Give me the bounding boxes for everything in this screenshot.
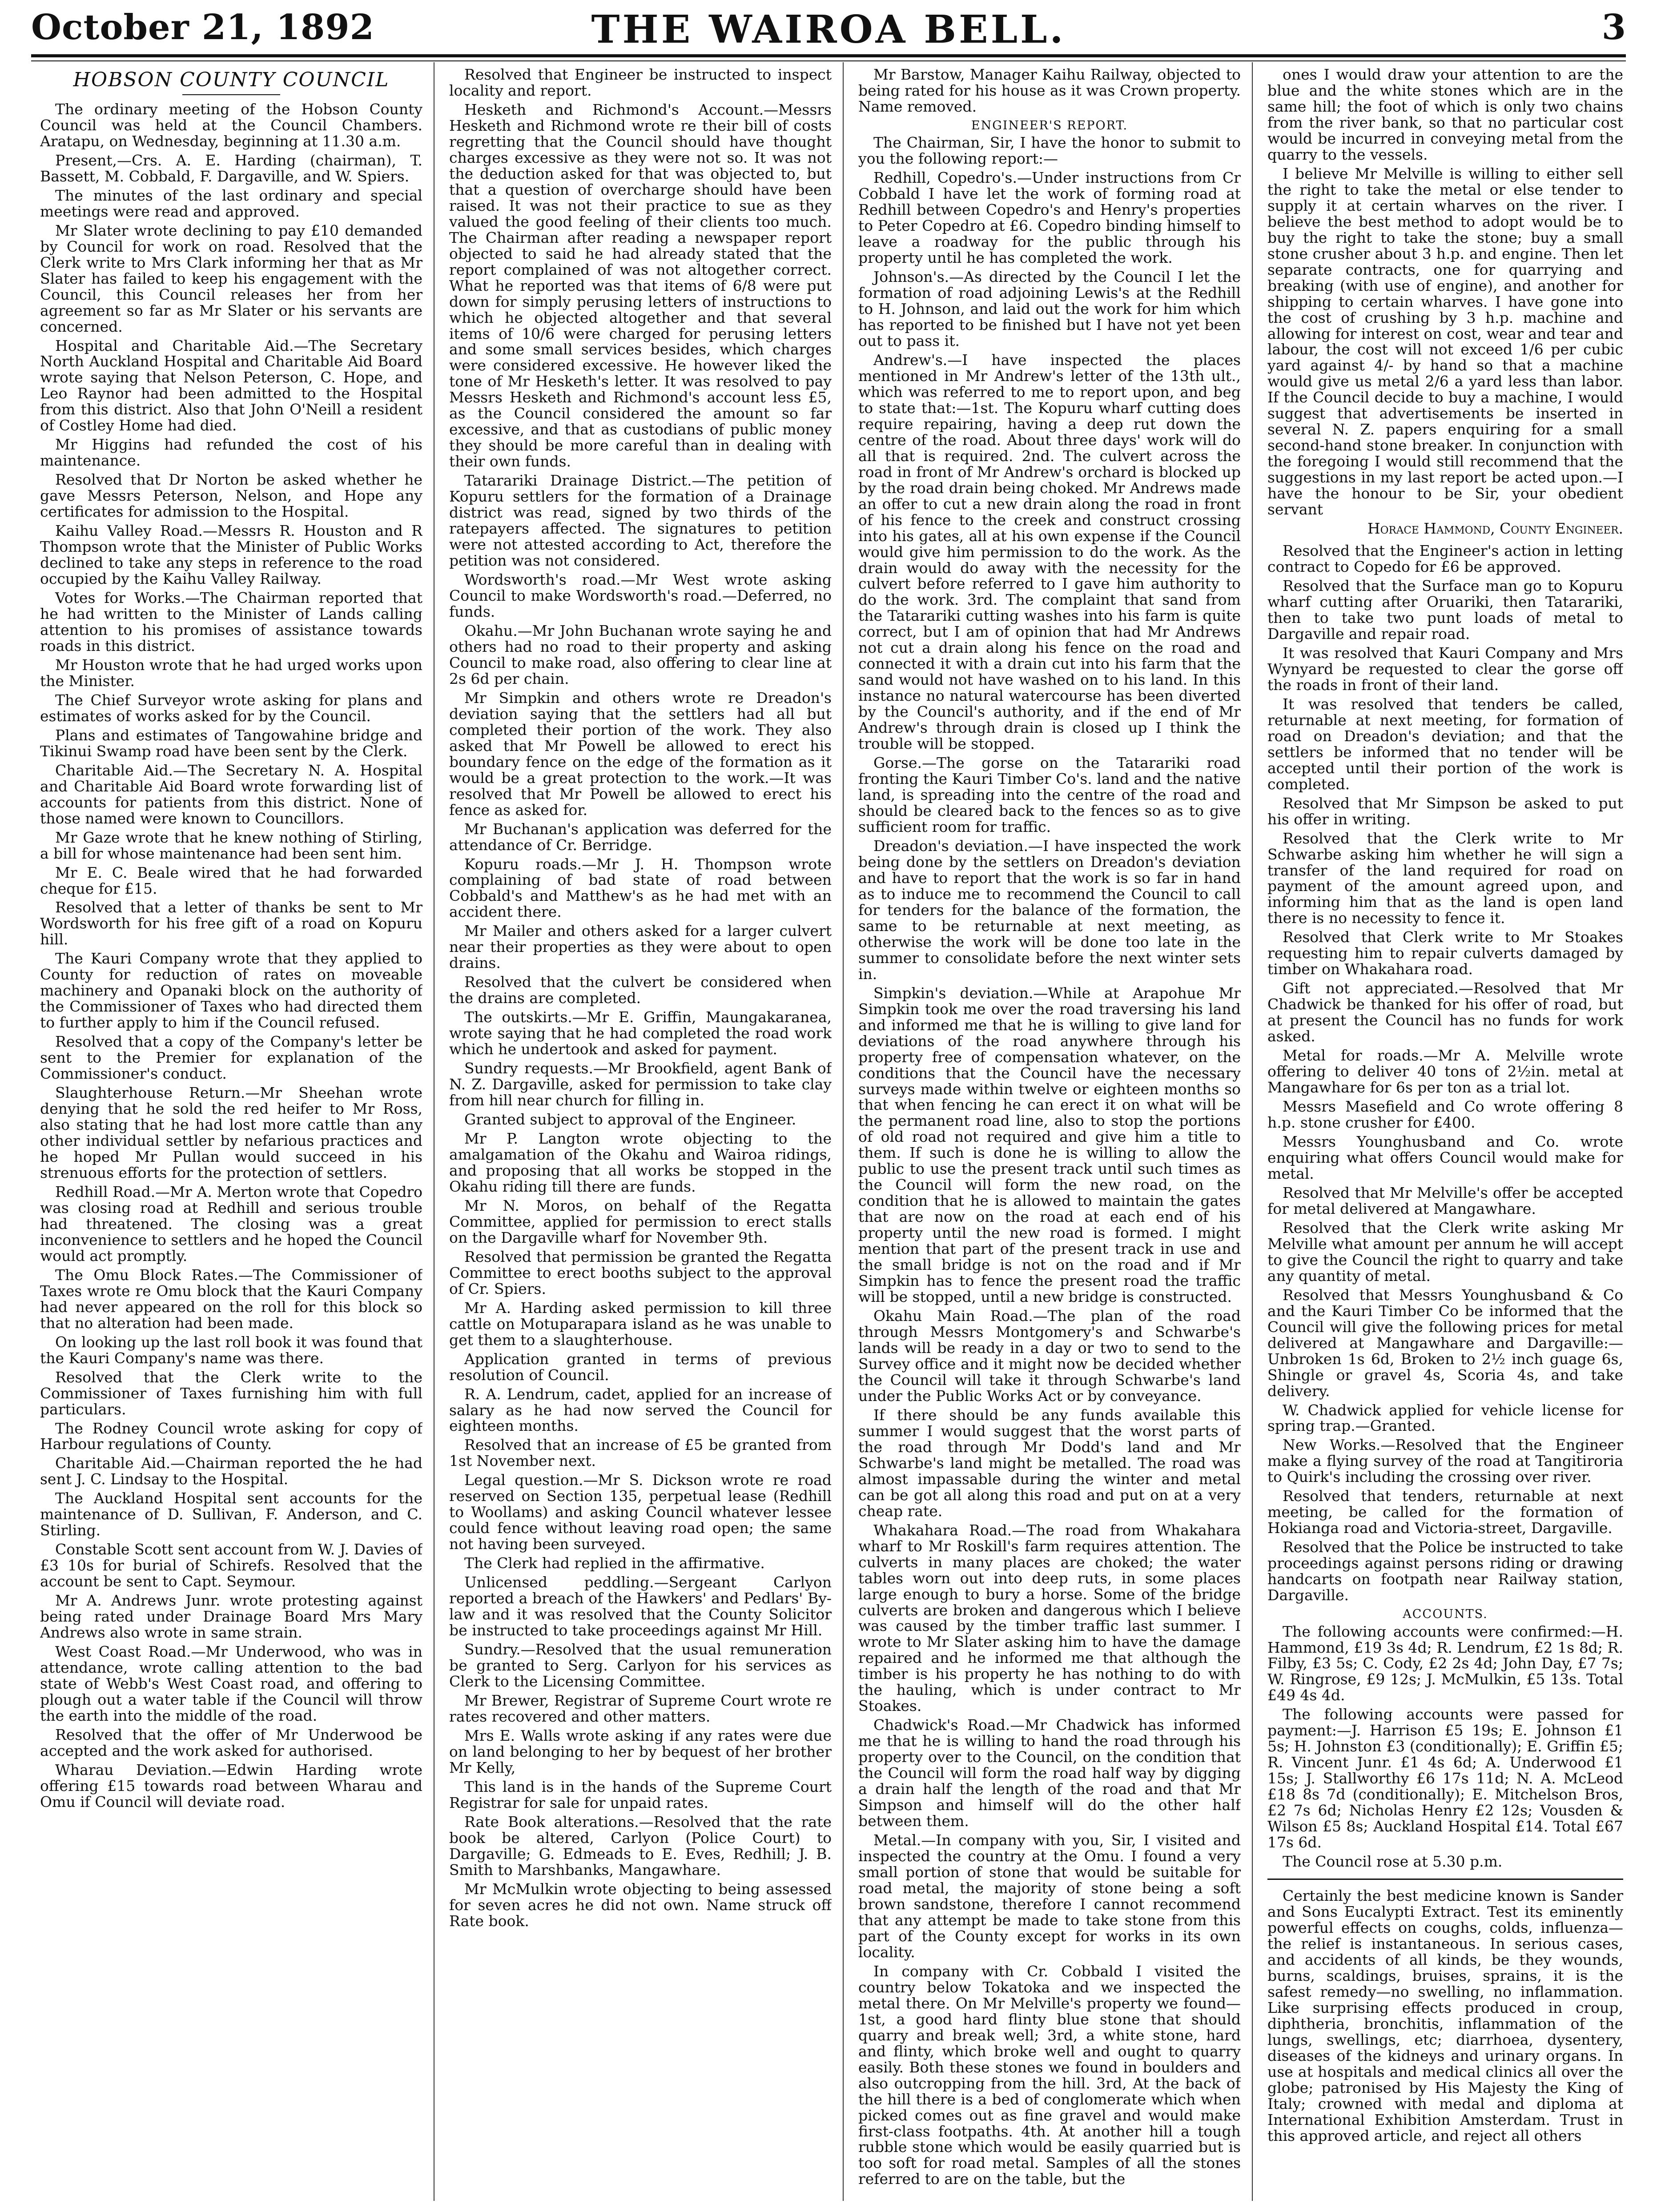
paragraph: Wordsworth's road.—Mr West wrote asking Council to make Wordsworth's road.—Deferred, no funds. [449,571,832,620]
section-separator [1267,1879,1623,1880]
paragraph: Mr E. C. Beale wired that he had forwarded cheque for £15. [40,863,422,897]
column-4 [1267,67,1623,2196]
paragraph: Simpkin's deviation.—While at Arapohue Mr Simpkin took me over the road traversing his land and informed me that he is willing to give land for deviations of the road anywhere through his property free of compensation whatever, on the conditions that the Council have the necessary surveys made within twelve or eighteen months so that when fencing he can erect it on what will be the permanent road line, also to stop the portions of old road not required and give him a title to them. If such is done he is willing to allow the public to use the present track until such times as the Council will form the new road, on the condition that he is allowed to maintain the gates that are now on the road at each end of his property until the new road is formed. I might mention that part of the present track in use and the small bridge is not on the road and if Mr Simpkin has to fence the present road the traffic will be stopped, until a new bridge is constructed. [858,984,1241,1306]
paragraph: Mr Buchanan's application was deferred for the attendance of Cr. Berridge. [449,820,832,854]
paragraph: The ordinary meeting of the Hobson County Council was held at the Council Chambers. Aratapu, on Wednesday, beginning at 11.30 a.m. [40,100,422,150]
paragraph: Messrs Younghusband and Co. wrote enquiring what offers Council would make for metal. [1267,1133,1623,1182]
paragraph: Resolved that tenders, returnable at next meeting, be called for the formation of Hokianga road and Victoria-street, Dargaville. [1267,1487,1623,1537]
paragraph: Metal.—In company with you, Sir, I visited and inspected the country at the Omu. I found a very small portion of stone that would be suitable for road metal, the majority of stone being a soft brown sandstone, therefore I cannot recommend that any attempt be made to take stone from this part of the County except for works in its own locality. [858,1831,1241,1961]
paragraph: Granted subject to approval of the Engineer. [464,1111,796,1128]
paragraph: Hospital and Charitable Aid.—The Secretary North Auckland Hospital and Charitable Aid Board wrote saying that Nelson Peterson, C. Hope, and Leo Raynor had been admitted to the Hospital from this district. Also that John O'Neill a resident of Costley Home had died. [40,337,422,434]
column-2-paragraphs [449,67,832,1929]
paragraph: Redhill, Copedro's.—Under instructions from Cr Cobbald I have let the work of forming road at Redhill between Copedro's and Henry's properties to Peter Copedro at £6. Copedro binding himself to leave a roadway for the public through his property until he has completed the work. [858,169,1241,267]
paragraph: Resolved that Mr Simpson be asked to put his offer in writing. [1267,794,1623,828]
paragraph: Resolved that a copy of the Company's letter be sent to the Premier for explanation of the Commissioner's conduct. [40,1033,422,1083]
engineer-signature: Horace Hammond, County Engineer. [1367,520,1623,538]
paragraph: Resolved that the Surface man go to Kopuru wharf cutting after Oruariki, then Tatarariki, then to take two punt loads of metal to Dargaville and repair road. [1267,577,1623,642]
accounts-heading: ACCOUNTS. [1403,1607,1488,1622]
paragraph: Rate Book alterations.—Resolved that the rate book be altered, Carlyon (Police Court) to Dargaville; G. Edmeads to E. Eves, Redhill; J. B. Smith to Marshbanks, Mangawhare. [449,1813,832,1879]
paragraph: Sundry requests.—Mr Brookfield, agent Bank of N. Z. Dargaville, asked for permission to take clay from hill near church for filling in. [449,1060,832,1109]
paragraph: The Clerk had replied in the affirmative. [464,1554,765,1572]
paragraph: Mr A. Andrews Junr. wrote protesting against being rated under Drainage Board Mrs Mary Andrews also wrote in same strain. [40,1592,422,1642]
paragraph: Resolved that an increase of £5 be granted from 1st November next. [449,1436,832,1470]
headline-rule [182,94,280,95]
paragraph: Votes for Works.—The Chairman reported that he had written to the Minister of Lands calling attention to his promises of assistance towards roads in this district. [40,589,422,654]
paragraph: Present,—Crs. A. E. Harding (chairman), T. Bassett, M. Cobbald, F. Dargaville, and W. Spiers. [40,151,422,185]
paragraph: Dreadon's deviation.—I have inspected the work being done by the settlers on Dreadon's deviation and have to report that the work is so far in hand as to induce me to recommend the Council to call for tenders for the balance of the formation, the same to be returnable at next meeting, as otherwise the work will be done too late in the summer to consolidate before the next winter sets in. [858,837,1241,983]
paragraph: Resolved that the Police be instructed to take proceedings against persons riding or drawing handcarts on footpath near Railway station, Dargaville. [1267,1538,1623,1604]
paragraph: The Chief Surveyor wrote asking for plans and estimates of works asked for by the Council. [40,691,422,725]
column-1-paragraphs [40,101,422,1810]
paragraph: Slaughterhouse Return.—Mr Sheehan wrote denying that he sold the red heifer to Mr Ross, also stating that he had lost more cattle than any other individual settler by nefarious practices and he hoped Mr Pullan would succeed in his strenuous efforts for the protection of settlers. [40,1084,422,1181]
paragraph: R. A. Lendrum, cadet, applied for an increase of salary as he had now served the Council for eighteen months. [449,1385,832,1435]
paragraph: Resolved that Dr Norton be asked whether he gave Messrs Peterson, Nelson, and Hope any certificates for admission to the Hospital. [40,471,422,521]
paragraph: Charitable Aid.—Chairman reported the he had sent J. C. Lindsay to the Hospital. [40,1454,422,1488]
paragraph: The Chairman, Sir, I have the honor to submit to you the following report:— [858,134,1241,168]
paragraph: It was resolved that tenders be called, returnable at next meeting, for formation of road on Dreadon's deviation; and that the settlers be informed that no tender will be accepted until their portion of the work is completed. [1267,695,1623,793]
paragraph: W. Chadwick applied for vehicle license for spring trap.—Granted. [1267,1401,1623,1435]
paragraph: Sundry.—Resolved that the usual remuneration be granted to Serg. Carlyon for his services as Clerk to the Licensing Committee. [449,1641,832,1690]
paragraph: Mr Gaze wrote that he knew nothing of Stirling, a bill for whose maintenance had been sent him. [40,828,422,862]
paragraph: Whakahara Road.—The road from Whakahara wharf to Mr Roskill's farm requires attention. The culverts in many places are choked; the water tables worn out into deep ruts, in some places large enough to bury a horse. Some of the bridge culverts are broken and dangerous which I believe was caused by the timber traffic last summer. I wrote to Mr Slater asking him to have the damage repaired and he informed me that although the timber is his property he has nothing to do with the hauling, which is under contract to Mr Stoakes. [858,1521,1241,1715]
paragraph: I believe Mr Melville is willing to either sell the right to take the metal or else tender to supply it at certain wharves on the river. I believe the best method to adopt would be to buy the right to take the stone; buy a small stone crusher about 3 h.p. and engine. Then let separate contracts, one for quarrying and breaking (with use of engine), and another for shipping to certain wharves. I have gone into the cost of crushing by 3 h.p. machine and allowing for interest on cost, wear and tear and labour, the cost will not exceed 1/6 per cubic yard against 4/- by hand so that a machine would give us metal 2/6 a yard less than labor. If the Council decide to buy a machine, I would suggest that advertisements be inserted in several N. Z. papers enquiring for a small second-hand stone breaker. In conjunction with the foregoing I would still recommend that the suggestions in my last report be acted upon.—I have the honour to be Sir, your obedient servant [1267,165,1623,518]
engineers-report-heading: ENGINEER'S REPORT. [971,118,1128,132]
paragraph: Resolved that Engineer be instructed to inspect locality and report. [449,67,832,99]
paragraph: Mr Slater wrote declining to pay £10 demanded by Council for work on road. Resolved that the Clerk write to Mrs Clark informing her that as Mr Slater has failed to keep his engagement with the Council, this Council releases her from her agreement so far as Mr Slater or his servants are concerned. [40,221,422,335]
paragraph: Mr Simpkin and others wrote re Dreadon's deviation saying that the settlers had all but completed their portion of the work. They also asked that Mr Powell be allowed to erect his boundary fence on the edge of the formation as it would be a great protection to the work.—It was resolved that Mr Powell be allowed to erect his fence as asked for. [449,689,832,819]
paragraph: Plans and estimates of Tangowahine bridge and Tikinui Swamp road have been sent by the Clerk. [40,726,422,760]
paragraph: Resolved that the Clerk write to the Commissioner of Taxes furnishing him with full particulars. [40,1368,422,1418]
paragraph: Resolved that Mr Melville's offer be accepted for metal delivered at Mangawhare. [1267,1184,1623,1217]
paragraph: The Kauri Company wrote that they applied to County for reduction of rates on moveable machinery and Opanaki block on the authority of the Commissioner of Taxes who had directed them to further apply to him if the Council refused. [40,950,422,1032]
paragraph: Kopuru roads.—Mr J. H. Thompson wrote complaining of bad state of road between Cobbald's and Matthew's as he had met with an accident there. [449,855,832,921]
paragraph: Mrs E. Walls wrote asking if any rates were due on land belonging to her by bequest of her brother Mr Kelly, [449,1726,832,1776]
column-3-paragraphs [858,135,1241,2187]
paragraph: Resolved that Clerk write to Mr Stoakes requesting him to repair culverts damaged by timber on Whakahara road. [1267,928,1623,978]
paragraph: The Auckland Hospital sent accounts for the maintenance of D. Sullivan, F. Anderson, and C. Stirling. [40,1489,422,1539]
paragraph: The Omu Block Rates.—The Commissioner of Taxes wrote re Omu block that the Kauri Company had never appeared on the roll for this block so that no alteration had been made. [40,1266,422,1332]
column-3 [858,67,1241,2196]
paragraph: Mr McMulkin wrote objecting to being assessed for seven acres he did not own. Name struck off Rate book. [449,1880,832,1930]
paragraph: Charitable Aid.—The Secretary N. A. Hospital and Charitable Aid Board wrote forwarding list of accounts for patients from this district. None of those named were known to Councillors. [40,761,422,827]
resolutions-list [1267,543,1623,1603]
accounts-list [1267,1624,1623,1870]
issue-date: October 21, 1892 [31,7,374,48]
paragraph: Mr N. Moros, on behalf of the Regatta Committee, applied for permission to erect stalls on the Dargaville wharf for November 9th. [449,1196,832,1246]
paragraph: Application granted in terms of previous resolution of Council. [449,1350,832,1384]
page-number: 3 [1601,7,1626,48]
paragraph: This land is in the hands of the Supreme Court Registrar for sale for unpaid rates. [449,1778,832,1811]
paragraph: Gift not appreciated.—Resolved that Mr Chadwick be thanked for his offer of road, but at present the Council has no funds for work asked. [1267,980,1623,1045]
paragraph: Resolved that the Engineer's action in letting contract to Copedo for £6 be approved. [1267,542,1623,576]
paragraph: Legal question.—Mr S. Dickson wrote re road reserved on Section 135, perpetual lease (Redhill to Woollams) and asking Council whatever lessee could fence without leaving road open; the same not having been surveyed. [449,1471,832,1553]
paragraph: Unlicensed peddling.—Sergeant Carlyon reported a breach of the Hawkers' and Pedlars' By-law and it was resolved that the County Solicitor be instructed to take proceedings against Mr Hill. [449,1574,832,1639]
paragraph: Tatarariki Drainage District.—The petition of Kopuru settlers for the formation of a Drainage district was read, signed by two thirds of the ratepayers affected. The signatures to petition were not attested according to Act, therefore the petition was not considered. [449,472,832,570]
column-2 [449,67,832,2196]
paragraph: The Council rose at 5.30 p.m. [1283,1853,1503,1871]
masthead [31,7,1626,60]
paragraph: Resolved that a letter of thanks be sent to Mr Wordsworth for his free gift of a road on Kopuru hill. [40,899,422,948]
paragraph: The outskirts.—Mr E. Griffin, Maungakaranea, wrote saying that he had completed the road work which he undertook and asked for payment. [449,1008,832,1058]
paragraph: Mr Mailer and others asked for a larger culvert near their properties as they were about to open drains. [449,922,832,972]
paragraph: Mr A. Harding asked permission to kill three cattle on Motuparapara island as he was unable to get them to a slaughterhouse. [449,1299,832,1349]
paragraph: Andrew's.—I have inspected the places mentioned in Mr Andrew's letter of the 13th ult., which was referred to me to report upon, and beg to state that:—1st. The Kopuru wharf cutting does require repairing, having a deep rut down the centre of the road. About three days' work will do all that is required. 2nd. The culvert across the road in front of Mr Andrew's orchard is blocked up by the road drain being choked. Mr Andrews made an offer to cut a new drain along the road in front of his fence to the creek and construct crossing into his gates, all at his own expense if the Council would give him permission to do the work. As the drain would do away with the necessity for the culvert before referred to I gave him authority to do the work. 3rd. The complaint that sand from the Tatarariki cutting washes into his farm is quite correct, but I am of opinion that had Mr Andrews not cut a drain along his fence on the road and connected it with a drain cut into his farm that the sand would not have washed on to his land. In this instance no natural watercourse has been diverted by the Council's authority, and if the end of Mr Andrew's through drain is closed up I think the trouble will be stopped. [858,351,1241,753]
paragraph: The following accounts were confirmed:—H. Hammond, £19 3s 4d; R. Lendrum, £2 1s 8d; R. Filby, £3 5s; C. Cody, £2 2s 4d; John Day, £7 7s; W. Ringrose, £9 12s; J. McMulkin, £5 13s. Total £49 4s 4d. [1267,1622,1623,1704]
paragraph: Resolved that the offer of Mr Underwood be accepted and the work asked for authorised. [40,1726,422,1759]
paragraph: Mr Houston wrote that he had urged works upon the Minister. [40,656,422,690]
paragraph: Mr Brewer, Registrar of Supreme Court wrote re rates recovered and other matters. [449,1691,832,1725]
paragraph: Chadwick's Road.—Mr Chadwick has informed me that he is willing to hand the road through his property over to the Council, on the condition that the Council will form the road half way by digging a drain half the length of the road and that Mr Simpson and himself will do the other half between them. [858,1716,1241,1830]
column-divider [1252,62,1253,2201]
paragraph: Redhill Road.—Mr A. Merton wrote that Copedro was closing road at Redhill and serious trouble had threatened. The closing was a great inconvenience to settlers and he hoped the Council would act promptly. [40,1183,422,1265]
paragraph: Wharau Deviation.—Edwin Harding wrote offering £15 towards road between Wharau and Omu if Council will deviate road. [40,1761,422,1811]
eucalypti-advertisement: Certainly the best medicine known is Sander and Sons Eucalypti Extract. Test its eminently powerful effects on coughs, colds, influenza—the relief is instantaneous. In serious cases, and accidents of all kinds, be they wounds, burns, scaldings, bruises, sprains, it is the safest remedy—no swelling, no inflammation. Like surprising effects produced in croup, diphtheria, bronchitis, inflammation of the lungs, swellings, etc; diarrhoea, dysentery, diseases of the kidneys and urinary organs. In use at hospitals and medical clinics all over the globe; patronised by His Majesty the King of Italy; crowned with medal and diploma at International Exhibition Amsterdam. Trust in this approved article, and reject all others [1267,1887,1623,2144]
paragraph: It was resolved that Kauri Company and Mrs Wynyard be requested to clear the gorse off the roads in front of their land. [1267,644,1623,694]
paragraph: Constable Scott sent account from W. J. Davies of £3 10s for burial of Schirefs. Resolved that the account be sent to Capt. Seymour. [40,1541,422,1590]
paragraph: Resolved that the Clerk write asking Mr Melville what amount per annum he will accept to give the Council the right to quarry and take any quantity of metal. [1267,1219,1623,1285]
paragraph: Resolved that Messrs Younghusband & Co and the Kauri Timber Co be informed that the Council will give the following prices for metal delivered at Mangawhare and Dargaville:—Unbroken 1s 6d, Broken to 2½ inch guage 6s, Shingle or gravel 4s, Scoria 4s, and take delivery. [1267,1286,1623,1400]
paragraph: New Works.—Resolved that the Engineer make a flying survey of the road at Tangitiroria to Quirk's including the crossing over river. [1267,1436,1623,1486]
column-divider [843,62,844,2201]
paragraph: Resolved that the Clerk write to Mr Schwarbe asking him whether he will sign a transfer of the land required for road on payment of the amount agreed upon, and informing him that as the land is open land there is no necessity to fence it. [1267,829,1623,927]
paragraph: West Coast Road.—Mr Underwood, who was in attendance, wrote calling attention to the bad state of Webb's West Coast road, and offering to plough out a water table if the Council will throw the earth into the middle of the road. [40,1643,422,1724]
masthead-rule [31,54,1626,57]
paragraph: Mr Higgins had refunded the cost of his maintenance. [40,436,422,470]
paragraph: The minutes of the last ordinary and special meetings were read and approved. [40,186,422,220]
paragraph: Mr P. Langton wrote objecting to the amalgamation of the Okahu and Wairoa ridings, and proposing that all works be stopped in the Okahu riding till there are funds. [449,1130,832,1195]
paragraph: Resolved that the culvert be considered when the drains are completed. [449,973,832,1007]
paragraph: Metal for roads.—Mr A. Melville wrote offering to deliver 40 tons of 2½in. metal at Mangawhare for 6s per ton as a trial lot. [1267,1047,1623,1096]
paragraph: Okahu Main Road.—The plan of the road through Messrs Montgomery's and Schwarbe's lands will be ready in a day or two to send to the Survey office and it might now be decided whether the Council will take it through Schwarbe's land under the Public Works Act or by conveyance. [858,1307,1241,1405]
paragraph: On looking up the last roll book it was found that the Kauri Company's name was there. [40,1333,422,1367]
paragraph: ones I would draw your attention to are the blue and the white stones which are in the same hill; the foot of which is only two chains from the river bank, so that no particular cost would be incurred in conveying metal from the quarry to the vessels. [1267,67,1623,163]
paragraph: Johnson's.—As directed by the Council I let the formation of road adjoining Lewis's at the Redhill to H. Johnson, and laid out the work for him which has reported to be finished but I have not yet been out to pass it. [858,268,1241,349]
column-1 [40,67,422,2196]
article-headline: HOBSON COUNTY COUNCIL [73,68,390,91]
paragraph: Messrs Masefield and Co wrote offering 8 h.p. stone crusher for £400. [1267,1098,1623,1132]
paragraph: The Rodney Council wrote asking for copy of Harbour regulations of County. [40,1419,422,1453]
paragraph: Kaihu Valley Road.—Messrs R. Houston and R Thompson wrote that the Minister of Public Works declined to take any steps in reference to the road occupied by the Kaihu Valley Railway. [40,522,422,588]
paragraph: If there should be any funds available this summer I would suggest that the worst parts of the road through Mr Dodd's land and Mr Schwarbe's land might be metalled. The road was almost impassable during the winter and metal can be got all along this road and put on at a very cheap rate. [858,1406,1241,1520]
paragraph: Mr Barstow, Manager Kaihu Railway, objected to being rated for his house as it was Crown property. Name removed. [858,67,1241,115]
paragraph: Gorse.—The gorse on the Tatarariki road fronting the Kauri Timber Co's. land and the native land, is spreading into the centre of the road and should be cleared back to the fences so as to give sufficient room for traffic. [858,754,1241,836]
paragraph: Resolved that permission be granted the Regatta Committee to erect booths subject to the approval of Cr. Spiers. [449,1248,832,1297]
paragraph: Hesketh and Richmond's Account.—Messrs Hesketh and Richmond wrote re their bill of costs regretting that the Council should have thought charges excessive as they were not so. It was not the deduction asked for that was objected to, but that a question of overcharge should have been raised. It was not their practice to sue as they valued the good feeling of their clients too much. The Chairman after reading a newspaper report objected to said he had already stated that the report complained of was not altogether correct. What he reported was that items of 6/8 were put down for simply perusing letters of instructions to which he objected altogether and that several items of 10/6 were charged for perusing letters and some small services besides, which charges were considered excessive. He however liked the tone of Mr Hesketh's letter. It was resolved to pay Messrs Hesketh and Richmond's account less £5, as the Council considered the amount so far excessive, and that as custodians of public money they should be more careful than in dealing with their own funds. [449,100,832,470]
newspaper-title: THE WAIROA BELL. [591,7,1066,52]
paragraph: The following accounts were passed for payment:—J. Harrison £5 19s; E. Johnson £1 5s; H. Johnston £3 (conditionally); E. Griffin £5; R. Vincent Junr. £1 4s 6d; A. Underwood £1 15s; J. Stallworthy £6 17s 11d; N. A. McLeod £18 8s 7d (conditionally); E. Mitchelson Bros, £2 7s 6d; Nicholas Henry £2 12s; Vousden & Wilson £5 8s; Auckland Hospital £14. Total £67 17s 6d. [1267,1706,1623,1851]
engineers-report-continued [1267,67,1623,518]
paragraph: In company with Cr. Cobbald I visited the country below Tokatoka and we inspected the metal there. On Mr Melville's property we found—1st, a good hard flinty blue stone that should quarry and break well; 3rd, a white stone, hard and flinty, which broke well and ought to quarry easily. Both these stones we found in boulders and also outcropping from the hill. 3rd, At the back of the hill there is a bed of conglomerate which when picked comes out as fine gravel and would make first-class footpaths. 4th. At another hill a tough rubble stone which would be easily quarried but is too soft for road metal. Samples of all the stones referred to are on the table, but the [858,1962,1241,2188]
paragraph: Okahu.—Mr John Buchanan wrote saying he and others had no road to their property and asking Council to make road, also offering to clear line at 2s 6d per chain. [449,622,832,687]
masthead-rule-thin [31,60,1626,61]
